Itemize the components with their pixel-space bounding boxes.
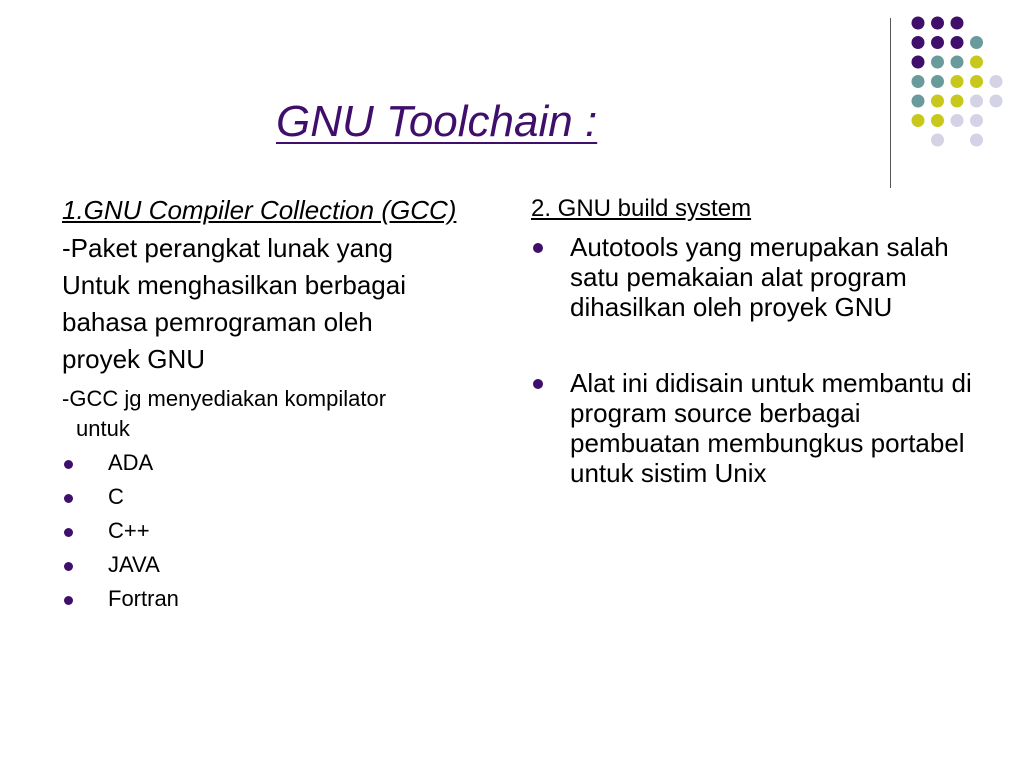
title-divider-line <box>890 18 891 188</box>
gcc-description-line: Untuk menghasilkan berbagai <box>62 270 406 300</box>
list-item <box>531 232 981 322</box>
language-label: ADA <box>108 450 154 475</box>
bullet-icon <box>533 379 543 389</box>
slide-title: GNU Toolchain : <box>276 97 598 146</box>
language-label: C <box>108 484 124 509</box>
list-item <box>62 582 492 616</box>
bullet-icon <box>64 528 73 537</box>
decorative-dot <box>970 56 983 69</box>
gcc-description-line: proyek GNU <box>62 344 206 374</box>
decorative-dot <box>912 56 925 69</box>
list-item <box>531 368 981 488</box>
decorative-dot <box>970 134 983 147</box>
language-list <box>62 446 492 616</box>
bullet-text: Alat ini didisain untuk membantu di program source berbagai pembuatan membungkus portabel untuk sistim Unix <box>570 368 972 488</box>
decorative-dot <box>931 56 944 69</box>
decorative-dot <box>931 114 944 127</box>
list-item <box>62 548 492 582</box>
bullet-icon <box>64 494 73 503</box>
decorative-dot <box>931 134 944 147</box>
decorative-dot <box>970 36 983 49</box>
list-item <box>62 446 492 480</box>
gcc-note-line: untuk <box>76 416 130 441</box>
right-column <box>531 194 981 488</box>
decorative-dot <box>912 17 925 30</box>
bullet-icon <box>533 243 543 253</box>
decorative-dot <box>951 56 964 69</box>
language-label: C++ <box>108 518 150 543</box>
list-item <box>62 480 492 514</box>
decorative-dot <box>951 36 964 49</box>
decorative-dot <box>970 114 983 127</box>
language-label: JAVA <box>108 552 160 577</box>
bullet-icon <box>64 596 73 605</box>
language-label: Fortran <box>108 586 179 611</box>
list-item <box>62 514 492 548</box>
gcc-description-line: bahasa pemrograman oleh <box>62 307 373 337</box>
bullet-icon <box>64 460 73 469</box>
decorative-dot <box>912 95 925 108</box>
decorative-dot <box>931 36 944 49</box>
gcc-heading: 1.GNU Compiler Collection (GCC) <box>62 195 457 225</box>
decorative-dot <box>931 75 944 88</box>
decorative-dot <box>951 114 964 127</box>
gcc-description-line: -Paket perangkat lunak yang <box>62 233 393 263</box>
decorative-dot <box>912 75 925 88</box>
bullet-icon <box>64 562 73 571</box>
left-column <box>62 194 492 616</box>
decorative-dot <box>990 75 1003 88</box>
build-system-list <box>531 232 981 488</box>
decorative-dot <box>912 36 925 49</box>
decorative-dot <box>951 75 964 88</box>
decorative-dot <box>912 114 925 127</box>
decorative-dot <box>970 95 983 108</box>
decorative-dot <box>970 75 983 88</box>
decorative-dot <box>931 95 944 108</box>
decorative-dot <box>990 95 1003 108</box>
bullet-text: Autotools yang merupakan salah satu pemakaian alat program dihasilkan oleh proyek GNU <box>570 232 949 322</box>
decorative-dot <box>951 17 964 30</box>
gcc-note-line: -GCC jg menyediakan kompilator <box>62 386 387 411</box>
decorative-dot <box>951 95 964 108</box>
build-system-heading: 2. GNU build system <box>531 195 752 222</box>
decorative-dot <box>931 17 944 30</box>
